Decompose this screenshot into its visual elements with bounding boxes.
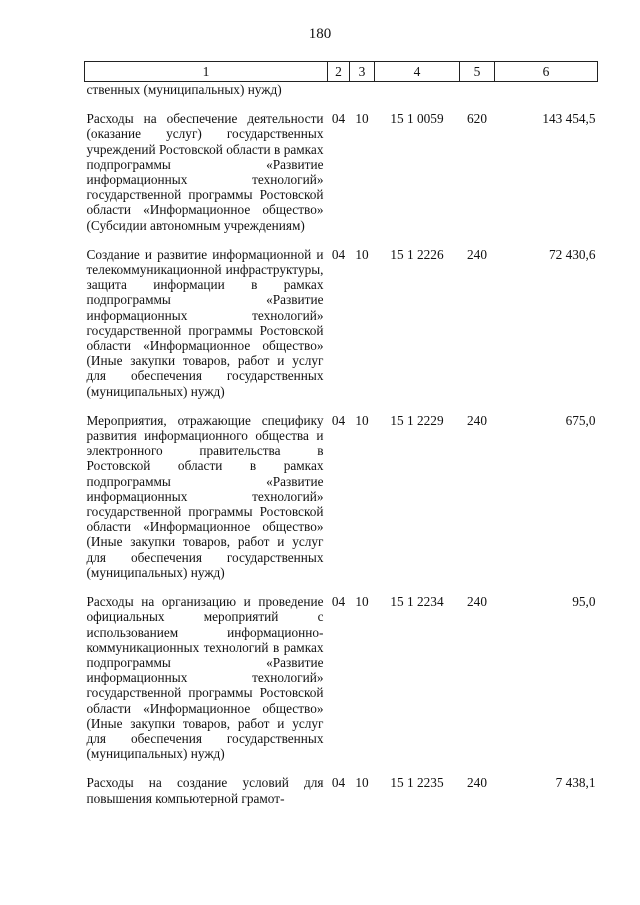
row-description: Создание и развитие информационной и телекоммуникационной инфраструктуры, защита информации в рамках подпрограммы «Развитие информационных технологий» государственной программы Ростовской области «Информационное общество» (Иные закупки товаров, работ и услуг для обеспечения государственных (муниципальных) нужд) xyxy=(86,246,324,399)
row-description: Мероприятия, отражающие специфику развития информационного общества и электронного правительства в Ростовской области в рамках подпрограммы «Развитие информационных технологий» государственной программы Ростовской области «Информационное общество» (Иные закупки товаров, работ и услуг для обеспечения государственных (муниципальных) нужд) xyxy=(86,412,324,580)
row-section: 04 xyxy=(331,412,346,428)
row-target-code: 15 1 2234 xyxy=(390,594,444,610)
row-expense-type: 240 xyxy=(467,412,487,428)
row-amount: 7 438,1 xyxy=(555,775,596,791)
table-row xyxy=(85,97,598,111)
row-amount: 675,0 xyxy=(565,412,596,428)
row-target-code: 15 1 2235 xyxy=(390,775,444,791)
row-target-code: 15 1 2229 xyxy=(390,412,444,428)
row-section: 04 xyxy=(331,775,346,791)
row-subsection: 10 xyxy=(355,594,369,610)
row-expense-type: 620 xyxy=(467,111,487,127)
column-header-5: 5 xyxy=(460,62,495,82)
budget-table xyxy=(84,61,598,806)
column-header-6: 6 xyxy=(495,62,598,82)
row-amount: 72 430,6 xyxy=(548,246,596,262)
page-number: 180 xyxy=(308,26,332,42)
column-header-3: 3 xyxy=(350,62,375,82)
table-row xyxy=(85,580,598,761)
continuation-text: ственных (муниципальных) нужд) xyxy=(86,82,282,97)
table-row xyxy=(85,399,598,580)
row-subsection: 10 xyxy=(355,111,369,127)
row-expense-type: 240 xyxy=(467,246,487,262)
column-header-2: 2 xyxy=(328,62,350,82)
row-target-code: 15 1 2226 xyxy=(390,246,444,262)
table-header-row xyxy=(85,62,598,82)
row-amount: 143 454,5 xyxy=(542,111,596,127)
row-subsection: 10 xyxy=(355,775,369,791)
column-header-1: 1 xyxy=(85,62,328,82)
row-amount: 95,0 xyxy=(572,594,596,610)
column-header-4: 4 xyxy=(375,62,460,82)
row-section: 04 xyxy=(331,111,346,127)
table-row xyxy=(85,761,598,805)
table-row xyxy=(85,233,598,399)
row-description: Расходы на обеспечение деятельности (оказание услуг) государственных учреждений Ростовской области в рамках подпрограммы «Развитие информационных технологий» государственной программы Ростовской области «Информационное общество» (Субсидии автономным учреждениям) xyxy=(86,111,324,233)
row-section: 04 xyxy=(331,594,346,610)
row-expense-type: 240 xyxy=(467,775,487,791)
row-subsection: 10 xyxy=(355,412,369,428)
row-expense-type: 240 xyxy=(467,594,487,610)
row-subsection: 10 xyxy=(355,246,369,262)
row-description: Расходы на создание условий для повышения компьютерной грамот- xyxy=(86,775,324,806)
row-description: Расходы на организацию и проведение официальных мероприятий с использованием информационно-коммуникационных технологий в рамках подпрограммы «Развитие информационных технологий» государственной программы Ростовской области «Информационное общество» (Иные закупки товаров, работ и услуг для обеспечения государственных (муниципальных) нужд) xyxy=(86,594,324,762)
table-row xyxy=(85,111,598,233)
continuation-row xyxy=(85,82,598,98)
row-target-code: 15 1 0059 xyxy=(390,111,444,127)
row-section: 04 xyxy=(331,246,346,262)
